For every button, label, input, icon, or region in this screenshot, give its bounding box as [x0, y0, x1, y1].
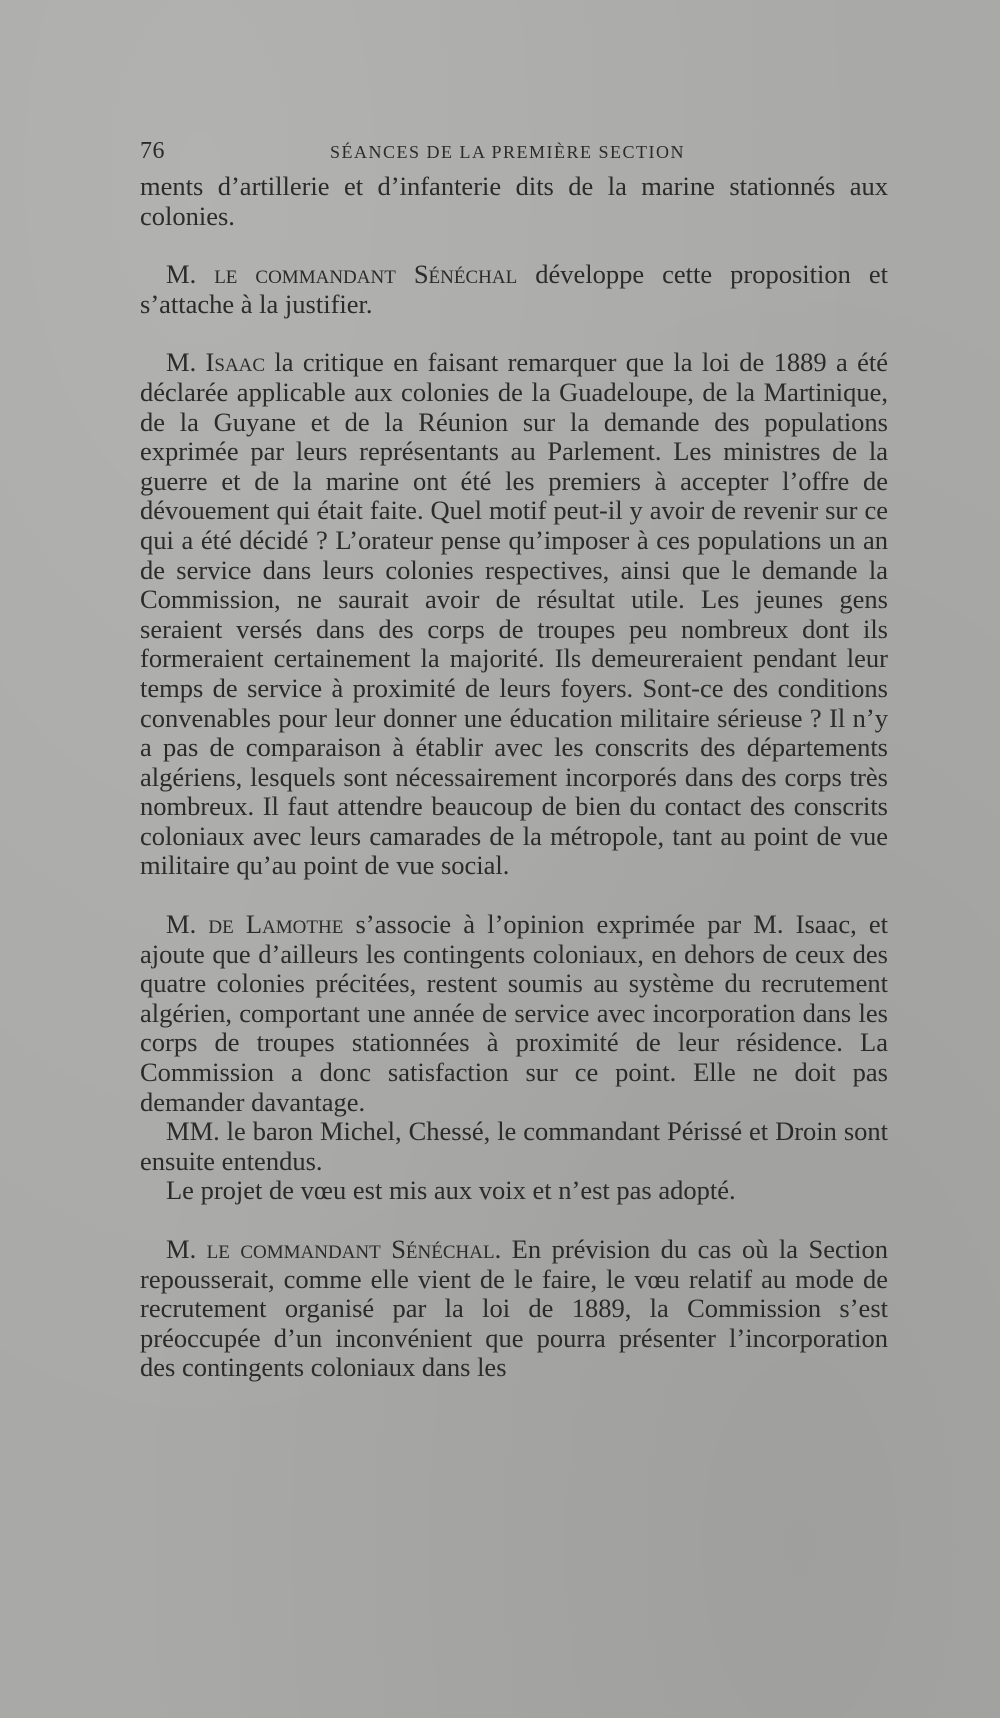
- paragraph-text: Le projet de vœu est mis aux voix et n’est pas adopté.: [166, 1175, 736, 1206]
- section-title: SÉANCES DE LA PREMIÈRE SECTION: [330, 142, 686, 162]
- speaker-name: M. de Lamothe: [166, 909, 344, 940]
- document-page: [140, 138, 888, 1678]
- paragraph-text: . En prévision du cas où la Section repousserait, comme elle vient de le faire, le vœu relatif au mode de recrutement organisé par la loi de 1889, la Commission s’est préoccupée d’un inconvénient que pourra présenter l’incorporation des contingents coloniaux dans les: [140, 1234, 888, 1383]
- paragraph-continuation: [140, 172, 888, 231]
- paragraph-speakers-heard: [140, 1117, 888, 1176]
- paragraph-text: la critique en faisant remarquer que la loi de 1889 a été déclarée applicable aux colonies de la Guadeloupe, de la Martinique, de la Guyane et de la Réunion sur la demande des populations exprimée par leurs représentants au Parlement. Les ministres de la guerre et de la marine ont été les premiers à accepter l’offre de dévouement qui était faite. Quel motif peut-il y avoir de revenir sur ce qui a été décidé ? L’orateur pense qu’imposer à ces populations un an de service dans leurs colonies respectives, ainsi que le demande la Commission, ne saurait avoir de résultat utile. Les jeunes gens seraient versés dans des corps de troupes peu nombreux dont ils formeraient certainement la majorité. Ils demeureraient pendant leur temps de service à proximité de leurs foyers. Sont-ce des conditions convenables pour leur donner une éducation militaire sérieuse ? Il n’y a pas de comparaison à établir avec les conscrits des départements algériens, lesquels sont nécessairement incorporés dans des corps très nombreux. Il faut attendre beaucoup de bien du contact des conscrits coloniaux avec leurs camarades de la métropole, tant au point de vue militaire qu’au point de vue social.: [140, 347, 888, 881]
- paragraph-vote: [140, 1176, 888, 1206]
- paragraph-senechal-second: [140, 1235, 888, 1383]
- page-number: 76: [140, 138, 165, 164]
- running-head: [140, 138, 888, 172]
- speaker-name: M. Isaac: [166, 347, 266, 378]
- paragraph-text: MM. le baron Michel, Chessé, le commandant Périssé et Droin sont ensuite entendus.: [140, 1116, 888, 1176]
- paragraph-lamothe: [140, 910, 888, 1117]
- body-text: [140, 172, 888, 1383]
- paragraph-text: s’associe à l’opinion exprimée par M. Isaac, et ajoute que d’ailleurs les contingents coloniaux, en dehors de ceux des quatre colonies précitées, restent soumis au système du recrutement algérien, comportant une année de service avec incorporation dans les corps de troupes stationnées à proximité de leur résidence. La Commission a donc satisfaction sur ce point. Elle ne doit pas demander davantage.: [140, 909, 888, 1117]
- paragraph-isaac-critique: [140, 348, 888, 881]
- paragraph-text: ments d’artillerie et d’infanterie dits de la marine stationnés aux colonies.: [140, 171, 888, 231]
- paragraph-text: développe cette proposition et s’attache à la justifier.: [140, 259, 889, 319]
- speaker-name: M. le commandant Sénéchal: [166, 259, 518, 290]
- paragraph-senechal-proposal: [140, 260, 888, 319]
- speaker-name: M. le commandant Sénéchal: [166, 1234, 495, 1264]
